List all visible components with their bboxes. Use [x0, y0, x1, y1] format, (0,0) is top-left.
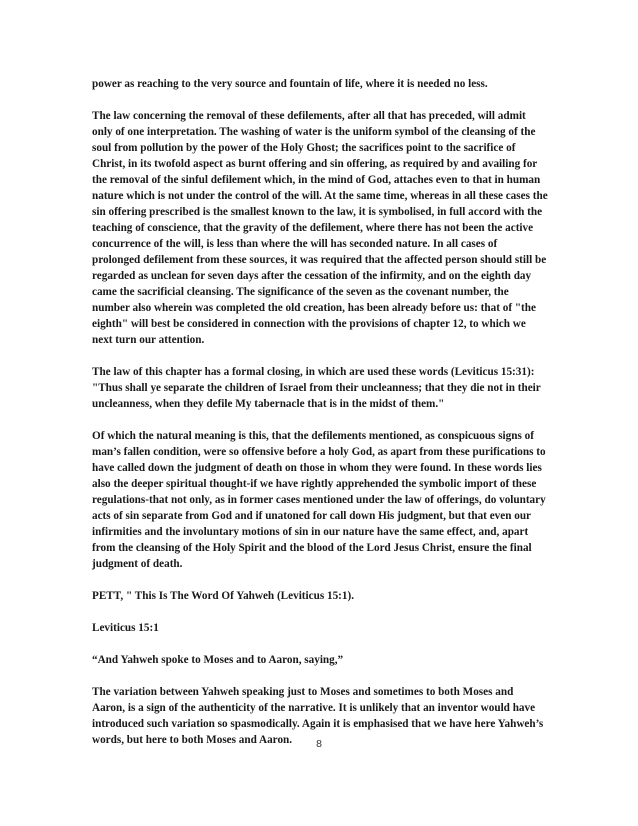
paragraph-5: PETT, " This Is The Word Of Yahweh (Leviticus 15:1). [92, 590, 355, 602]
paragraph-1: power as reaching to the very source and fountain of life, where it is needed no less. [92, 78, 488, 90]
paragraph-3: The law of this chapter has a formal closing, in which are used these words (Leviticus 15:31): "Thus shall ye separate the children of Israel from their uncleanness; that they die not in their uncleanness, when they defile My tabernacle that is in the midst of them." [92, 366, 541, 410]
page-number: 8 [316, 738, 322, 750]
paragraph-8: The variation between Yahweh speaking just to Moses and sometimes to both Moses and Aaron, is a sign of the authenticity of the narrative. It is unlikely that an inventor would have introduced such variation so spasmodically. Again it is emphasised that we have here Yahweh’s words, but here to both Moses and Aaron. [92, 686, 544, 746]
document-body [92, 76, 548, 764]
paragraph-7: “And Yahweh spoke to Moses and to Aaron, saying,” [92, 654, 344, 666]
paragraph-4: Of which the natural meaning is this, that the defilements mentioned, as conspicuous signs of man’s fallen condition, were so offensive before a holy God, as apart from these purifications to have called down the judgment of death on those in whom they were found. In these words lies also the deeper spiritual thought-if we have rightly apprehended the symbolic import of these regulations-that not only, as in former cases mentioned under the law of offerings, do voluntary acts of sin separate from God and if unatoned for call down His judgment, but that even our infirmities and the involuntary motions of sin in our nature have the same effect, and, apart from the cleansing of the Holy Spirit and the blood of the Lord Jesus Christ, ensure the final judgment of death. [92, 430, 546, 570]
paragraph-6: Leviticus 15:1 [92, 622, 159, 634]
paragraph-2: The law concerning the removal of these defilements, after all that has preceded, will admit only of one interpretation. The washing of water is the uniform symbol of the cleansing of the soul from pollution by the power of the Holy Ghost; the sacrifices point to the sacrifice of Christ, in its twofold aspect as burnt offering and sin offering, as required by and availing for the removal of the sinful defilement which, in the mind of God, attaches even to that in human nature which is not under the control of the will. At the same time, whereas in all these cases the sin offering prescribed is the smallest known to the law, it is symbolised, in full accord with the teaching of conscience, that the gravity of the defilement, where there has not been the active concurrence of the will, is less than where the will has seconded nature. In all cases of prolonged defilement from these sources, it was required that the affected person should still be regarded as unclean for seven days after the cessation of the infirmity, and on the eighth day came the sacrificial cleansing. The significance of the seven as the covenant number, the number also wherein was completed the old creation, has been already before us: that of "the eighth" will best be considered in connection with the provisions of chapter 12, to which we next turn our attention. [92, 110, 548, 346]
